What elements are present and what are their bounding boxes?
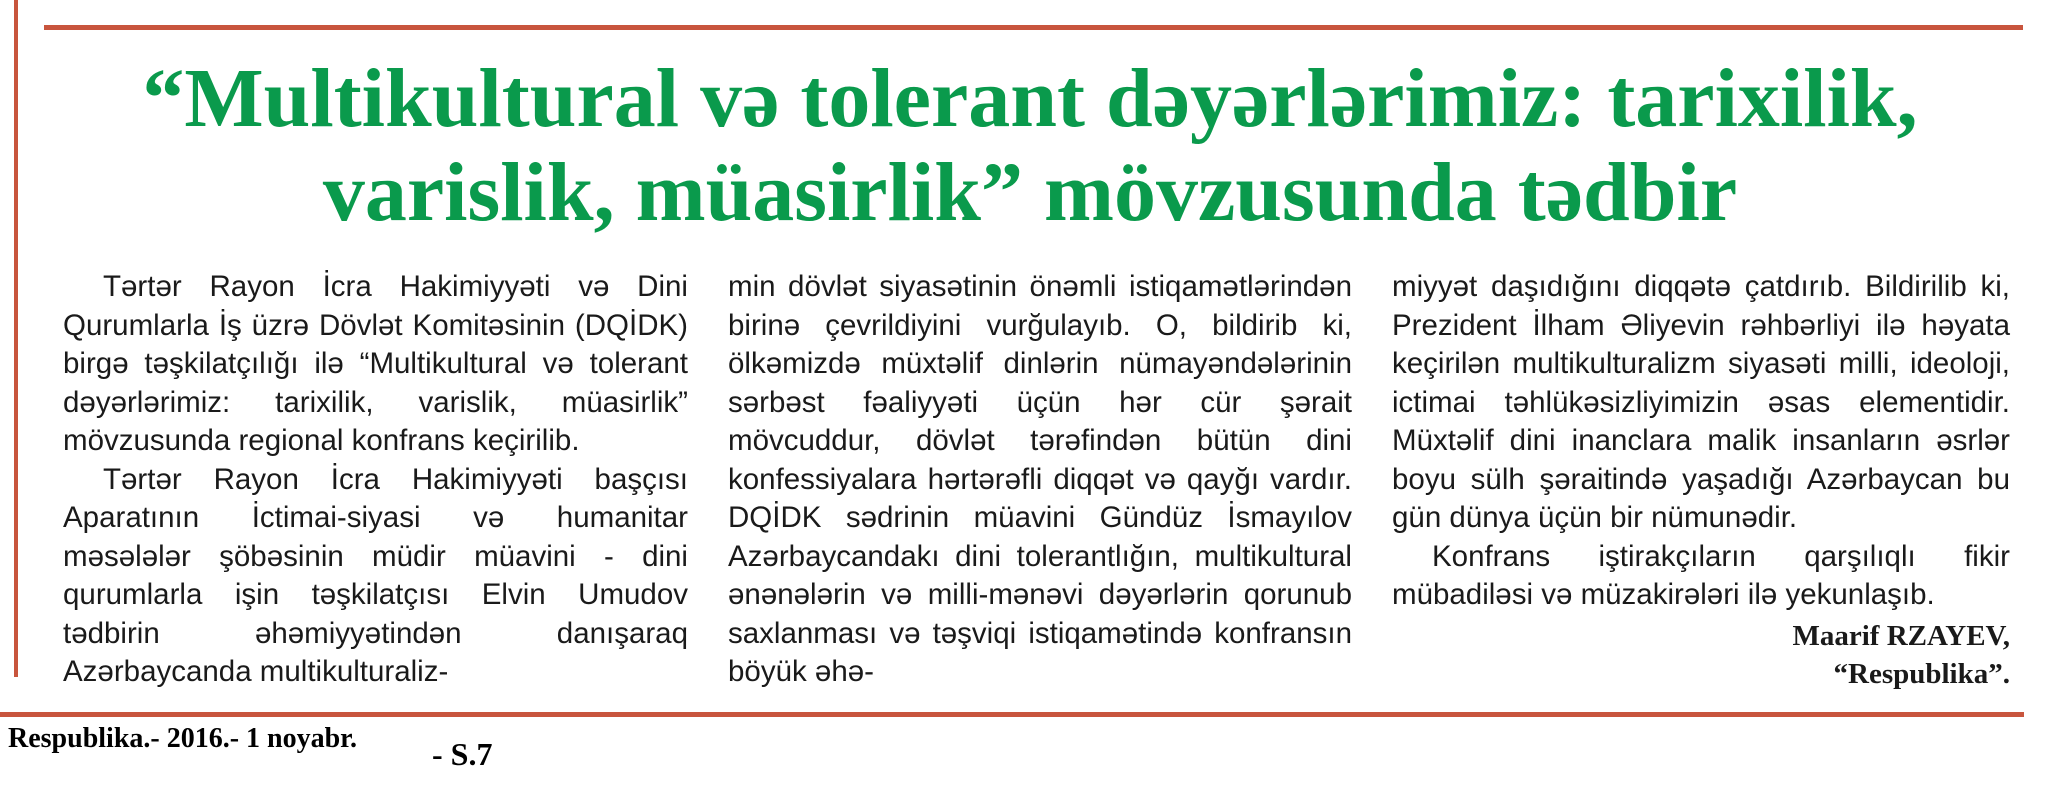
paragraph: min dövlət siyasətinin önəmli istiqamətlərindən birinə çevrildiyini vurğulayıb. O, bildirib ki, ölkəmizdə müxtəlif dinlərin nümayəndələrinin sərbəst fəaliyyəti üçün hər cür şərait mövcuddur, dövlət tərəfindən bütün dini konfessiyalara hərtərəfli diqqət və qayğı vardır. DQİDK sədrinin müavini Gündüz İsmayılov Azərbaycandakı dini tolerantlığın, multikultural ənənələrin və milli-mənəvi dəyərlərin qorunub saxlanması və təşviqi istiqamətində konfransın böyük əhə-	[728, 270, 1352, 688]
paragraph: Tərtər Rayon İcra Hakimiyyəti başçısı Aparatının İctimai-siyasi və humanitar məsələlər şöbəsinin müdir müavini - dini qurumlarla işin təşkilatçısı Elvin Umudov tədbirin əhəmiyyətindən danışaraq Azərbaycanda multikulturaliz-	[63, 462, 688, 688]
paragraph: miyyət daşıdığını diqqətə çatdırıb. Bildirilib ki, Prezident İlham Əliyevin rəhbərliyi ilə həyata keçirilən multikulturalizm siyasəti milli, ideoloji, ictimai təhlükəsizliyimizin əsas elementidir. Müxtəlif dini inanclara malik insanların əsrlər boyu sülh şəraitində yaşadığı Azərbaycan bu gün dünya üçün bir nümunədir.	[1392, 270, 2010, 534]
article-headline: “Multikultural və tolerant dəyərlərimiz: tarixilik, varislik, müasirlik” mövzusunda tədbir	[142, 52, 1918, 239]
byline	[1392, 617, 2010, 693]
publication-name: “Respublika”.	[1833, 657, 2010, 690]
article-column-2	[728, 268, 1352, 692]
author-name: Maarif RZAYEV,	[1792, 619, 2010, 652]
source-citation: Respublika.- 2016.- 1 noyabr.	[8, 723, 358, 754]
bottom-rule	[0, 712, 2024, 717]
paragraph: Konfrans iştirakçıların qarşılıqlı fikir mübadiləsi və müzakirələri ilə yekunlaşıb.	[1392, 539, 2010, 611]
page-number: - S.7	[432, 736, 493, 772]
paragraph: Tərtər Rayon İcra Hakimiyyəti və Dini Qurumlarla İş üzrə Dövlət Komitəsinin (DQİDK) birgə təşkilatçılığı ilə “Multikultural və tolerant dəyərlərimiz: tarixilik, varislik, müasirlik” mövzusunda regional konfrans keçirilib.	[63, 270, 688, 457]
top-rule	[44, 25, 2023, 30]
article-column-3	[1392, 268, 2010, 693]
article-column-1	[63, 268, 688, 692]
left-rule	[14, 0, 18, 677]
